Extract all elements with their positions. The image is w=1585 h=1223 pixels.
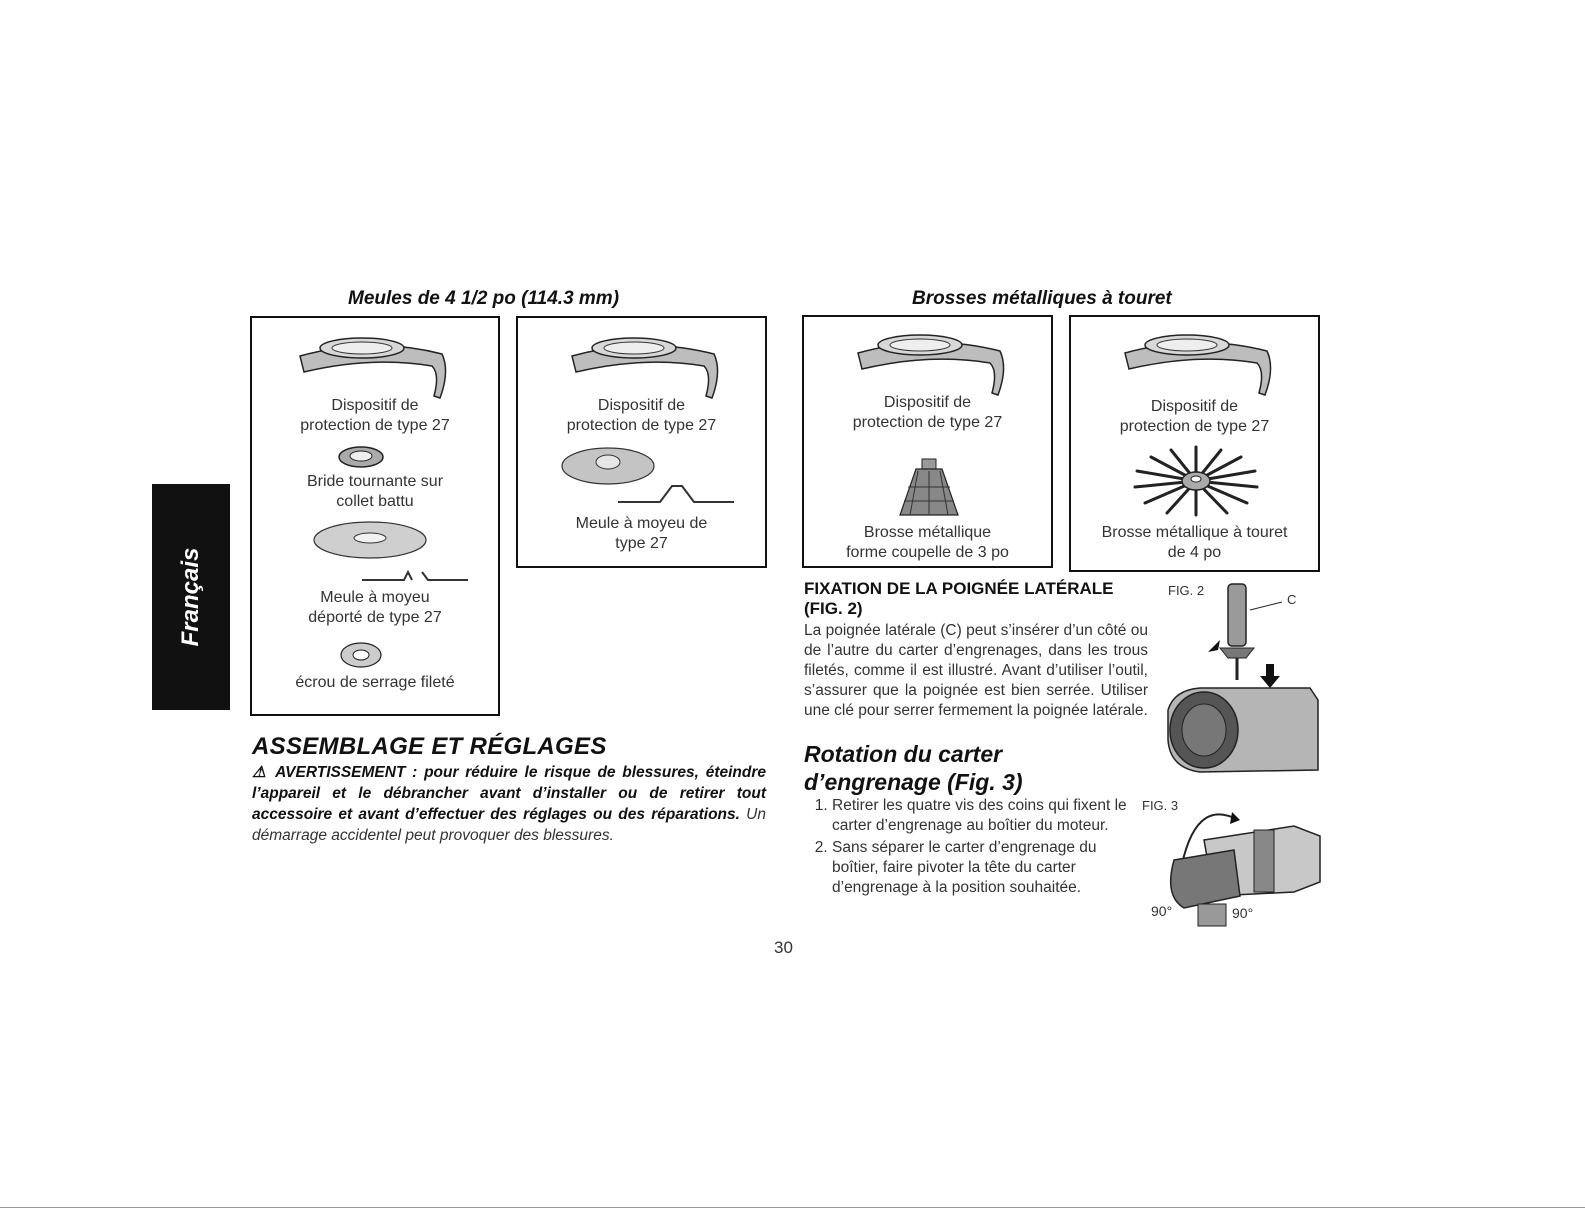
wheel-icon <box>310 518 430 562</box>
angle-right-label: 90° <box>1232 905 1254 921</box>
fig2-callout-c: C <box>1287 592 1297 607</box>
brush-parts-box-1 <box>802 315 1053 568</box>
nut-caption: écrou de serrage fileté <box>295 674 455 691</box>
rotation-step: 1. Retirer les quatre vis des coins qui fixent le carter d’engrenage au boîtier du moteur. <box>832 796 1146 836</box>
warning-bold-text: AVERTISSEMENT : pour réduire le risque de blessures, éteindre l’appareil et le débrancher avant d’installer ou de retirer tout accessoire et avant d’effectuer des réglages ou des réparations. <box>252 764 766 823</box>
assembly-warning <box>252 762 766 846</box>
brush-parts-box-2 <box>1069 315 1320 572</box>
wheel-profile-icon <box>360 568 470 586</box>
guard-caption: Dispositif de protection de type 27 <box>300 397 450 434</box>
grinding-wheels-title: Meules de 4 1/2 po (114.3 mm) <box>348 288 620 309</box>
cup-brush-icon <box>894 457 964 519</box>
guard-caption: Dispositif de protection de type 27 <box>566 397 717 434</box>
angle-left-label: 90° <box>1151 903 1173 919</box>
flange-caption: Bride tournante sur collet battu <box>306 473 444 510</box>
wire-wheel-caption: Brosse métallique à touret de 4 po <box>1101 524 1288 561</box>
warning-icon: ⚠ <box>252 764 269 781</box>
wheel-parts-box-1 <box>250 316 500 716</box>
wheel-caption: Meule à moyeu de type 27 <box>575 515 708 552</box>
wire-wheel-icon <box>1131 445 1261 517</box>
side-handle-heading: FIXATION DE LA POIGNÉE LATÉRALE (FIG. 2) <box>804 579 1114 618</box>
flange-icon <box>336 444 386 470</box>
wheel-profile-icon <box>616 482 736 508</box>
guard-caption: Dispositif de protection de type 27 <box>852 394 1003 431</box>
rotation-step: 2. Sans séparer le carter d’engrenage du boîtier, faire pivoter la tête du carter d’engrenage à la position souhaitée. <box>832 838 1146 898</box>
guard-caption: Dispositif de protection de type 27 <box>1119 398 1270 435</box>
guard-icon <box>1117 323 1277 405</box>
rotation-heading: Rotation du carter d’engrenage (Fig. 3) <box>804 741 1023 795</box>
language-tab-label: Français <box>177 547 204 647</box>
page-number: 30 <box>774 938 793 957</box>
wheel-parts-box-2 <box>516 316 767 568</box>
assembly-heading: ASSEMBLAGE ET RÉGLAGES <box>252 733 607 760</box>
grinder-side-handle-icon <box>1160 580 1325 785</box>
page-bottom-rule <box>0 1207 1585 1208</box>
nut-icon <box>338 640 384 670</box>
wheel-caption: Meule à moyeu déporté de type 27 <box>308 589 442 626</box>
rotation-steps <box>812 796 1146 900</box>
language-tab <box>152 484 230 710</box>
wire-brushes-title: Brosses métalliques à touret <box>912 288 1172 309</box>
fig3-label: FIG. 3 <box>1142 798 1179 813</box>
side-handle-body: La poignée latérale (C) peut s’insérer d’un côté ou de l’autre du carter d’engrenages, dans les trous filetés, comme il est illustré. Avant d’utiliser l’outil, s’assurer que la poignée est bien serrée. Utiliser une clé pour serrer fermement la poignée latérale. <box>804 622 1148 719</box>
fig2-label: FIG. 2 <box>1168 583 1205 598</box>
warning-italic-text: Un démarrage accidentel peut provoquer des blessures. <box>252 806 766 844</box>
cup-brush-caption: Brosse métallique forme coupelle de 3 po <box>846 524 1009 561</box>
